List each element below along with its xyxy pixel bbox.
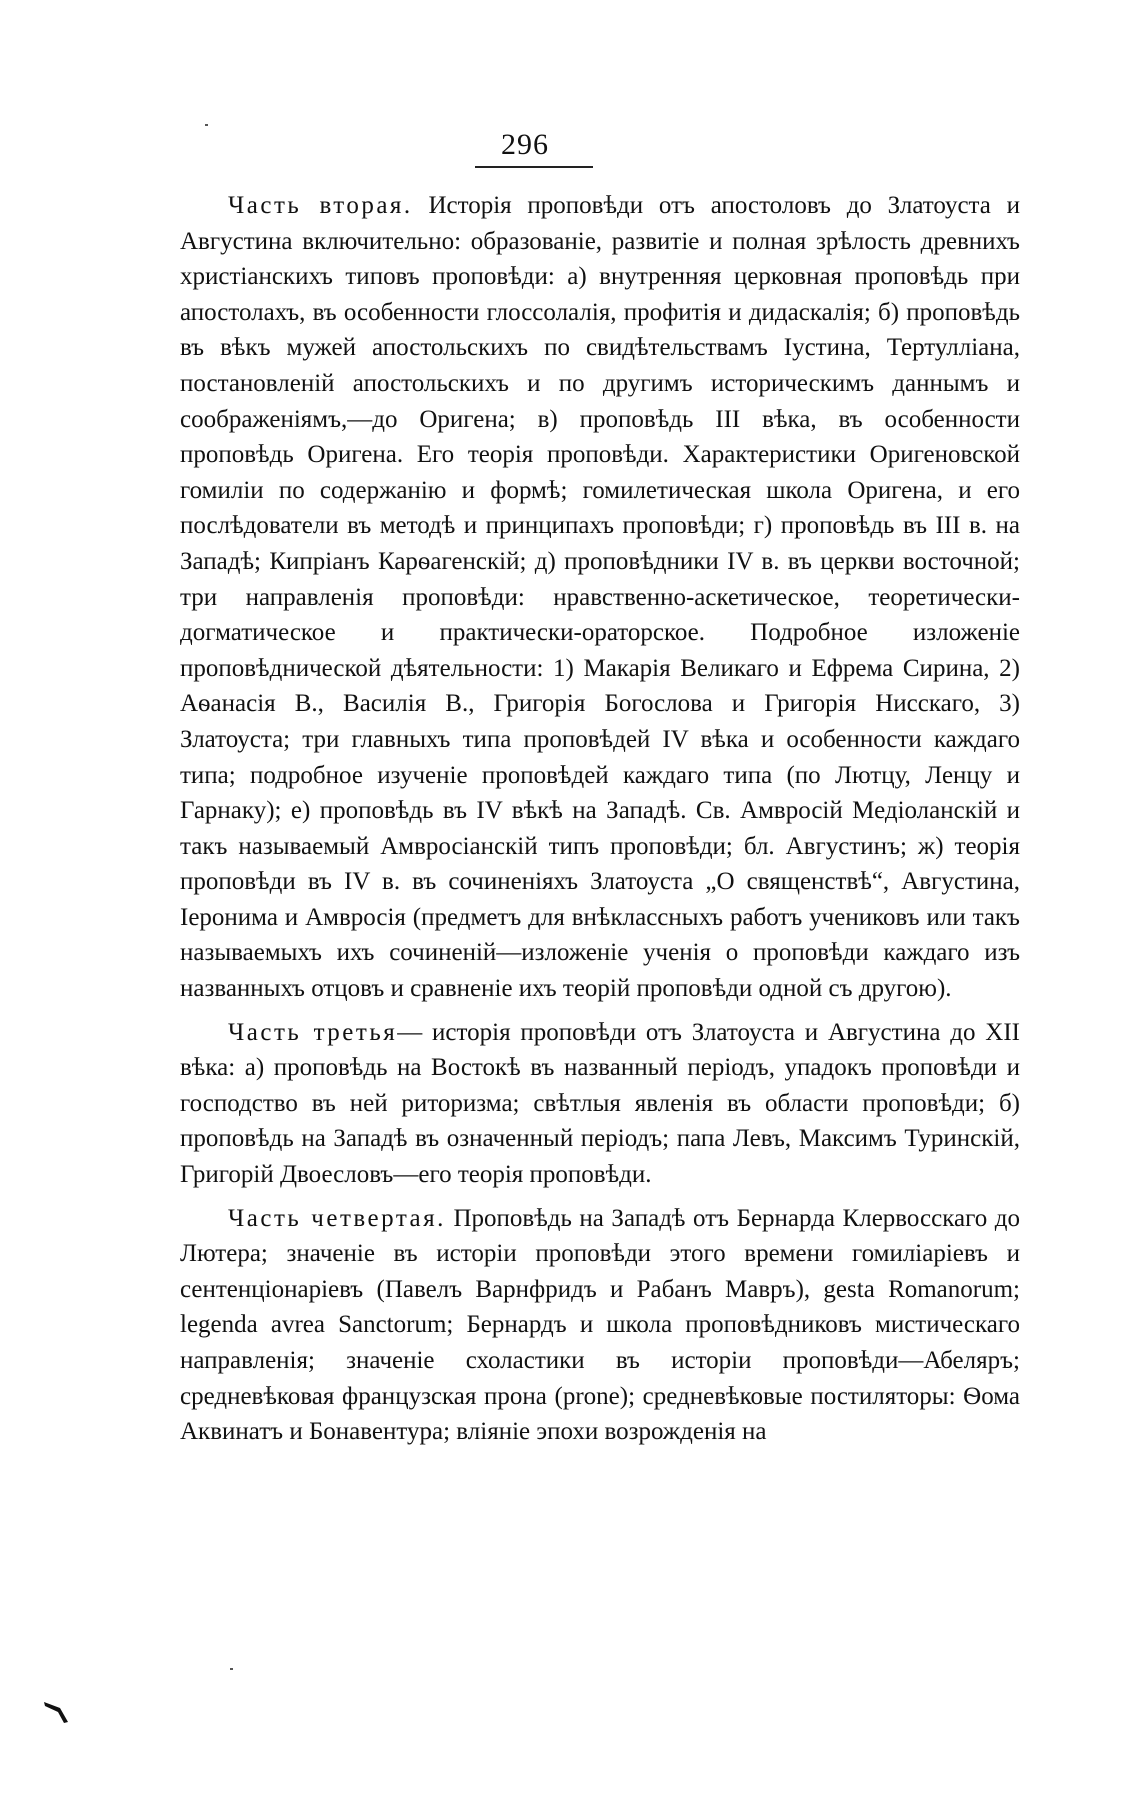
page-number: 296 [501, 128, 549, 161]
paragraph-part-three [180, 1015, 1020, 1193]
paragraph-part-four [180, 1201, 1020, 1450]
paragraph-heading: Часть четвертая. [228, 1204, 446, 1232]
body-text [180, 188, 1020, 1458]
paragraph-heading: Часть вторая. [228, 192, 413, 219]
stray-ink-mark-icon [42, 1698, 74, 1730]
ink-speck-icon [230, 1668, 233, 1670]
paragraph-heading: Часть третья [228, 1018, 398, 1046]
paragraph-body: — исторія проповѣди отъ Златоуста и Августина до XII вѣка: а) проповѣдь на Востокѣ въ названный періодъ, упадокъ проповѣди и господство въ ней риторизма; свѣтлыя явленія въ области проповѣди; б) проповѣдь на Западѣ въ означенный періодъ; папа Левъ, Максимъ Туринскій, Григорій Двоесловъ—его теорія проповѣди. [180, 1018, 1020, 1189]
page-number-rule [475, 166, 593, 168]
paragraph-part-two [180, 188, 1020, 1007]
paragraph-body: Проповѣдь на Западѣ отъ Бернарда Клервосскаго до Лютера; значеніе въ исторіи проповѣди этого времени гомиліаріевъ и сентенціонаріевъ (Павелъ Варнфридъ и Рабанъ Мавръ), gesta Romanorum; legenda avrea Sanctorum; Бернардъ и школа проповѣдниковъ мистическаго направленія; значеніе схоластики въ исторіи проповѣди—Абеляръ; средневѣковая французская прона (prone); средневѣковые постиляторы: Ѳома Аквинатъ и Бонавентура; вліяніе эпохи возрожденія на [180, 1204, 1020, 1446]
ink-speck-icon [205, 124, 208, 126]
paragraph-body: Исторія проповѣди отъ апостоловъ до Златоуста и Августина включительно: образованіе, развитіе и полная зрѣлость древнихъ христіанскихъ типовъ проповѣди: а) внутренняя церковная проповѣдь при апостолахъ, въ особенности глоссолалія, профитія и дидаскалія; б) проповѣдь въ вѣкъ мужей апостольскихъ по свидѣтельствамъ Іустина, Тертулліана, постановленій апостольскихъ и по другимъ историческимъ даннымъ и соображеніямъ,—до Оригена; в) проповѣдь III вѣка, въ особенности проповѣдь Оригена. Его теорія проповѣди. Характеристики Оригеновской гомиліи по содержанію и формѣ; гомилетическая школа Оригена, и его послѣдователи въ методѣ и принципахъ проповѣди; г) проповѣдь въ III в. на Западѣ; Кипріанъ Карѳагенскій; д) проповѣдники IV в. въ церкви восточной; три направленія проповѣди: нравственно-аскетическое, теоретически-догматическое и практически-ораторское. Подробное изложеніе проповѣднической дѣятельности: 1) Макарія Великаго и Ефрема Сирина, 2) Аѳанасія В., Василія В., Григорія Богослова и Григорія Нисскаго, 3) Златоуста; три главныхъ типа проповѣдей IV вѣка и особенности каждаго типа; подробное изученіе проповѣдей каждаго типа (по Лютцу, Ленцу и Гарнаку); е) проповѣдь въ IV вѣкѣ на Западѣ. Св. Амвросій Медіоланскій и такъ называемый Амвросіанскій типъ проповѣди; бл. Августинъ; ж) теорія проповѣди въ IV в. въ сочиненіяхъ Златоуста „О священствѣ“, Августина, Іеронима и Амвросія (предметъ для внѣклассныхъ работъ учениковъ или такъ называемыхъ ихъ сочиненій—изложеніе ученія о проповѣди каждаго изъ названныхъ отцовъ и сравненіе ихъ теорій проповѣди одной съ другою). [180, 192, 1021, 1003]
